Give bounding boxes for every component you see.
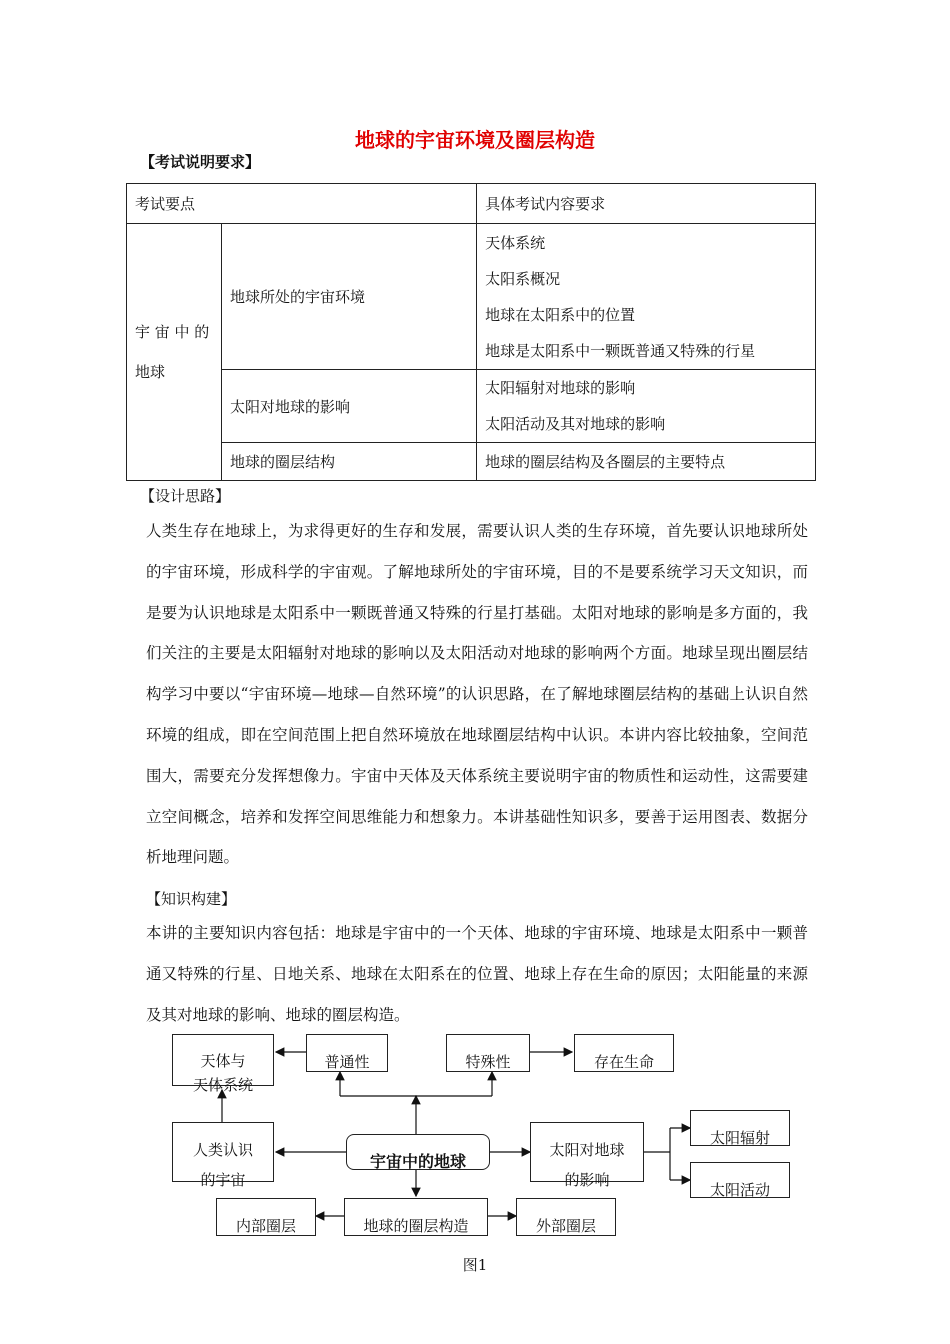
box-special: 特殊性 <box>446 1034 530 1072</box>
box-center: 宇宙中的地球 <box>346 1134 490 1170</box>
box-celestial-line2: 天体系统 <box>192 1076 253 1094</box>
box-life: 存在生命 <box>574 1034 674 1072</box>
content-line: 太阳辐射对地球的影响 <box>485 379 636 397</box>
box-celestial-line1: 天体与 <box>200 1052 246 1070</box>
section-knowledge: 【知识构建】 <box>146 890 237 908</box>
box-sun-influence <box>530 1122 644 1189</box>
box-inner: 内部圈层 <box>216 1198 316 1236</box>
point-cell: 地球所处的宇宙环境 <box>222 224 477 370</box>
box-activity: 太阳活动 <box>690 1162 790 1198</box>
box-ordinary: 普通性 <box>306 1034 388 1072</box>
point-cell: 地球的圈层结构 <box>222 443 477 481</box>
point-cell: 太阳对地球的影响 <box>222 370 477 443</box>
knowledge-paragraph: 本讲的主要知识内容包括：地球是宇宙中的一个天体、地球的宇宙环境、地球是太阳系中一颗普通又特殊的行星、日地关系、地球在太阳系在的位置、地球上存在生命的原因；太阳能量的来源及其对地球的影响、地球的圈层构造。 <box>146 924 808 1024</box>
box-radiation: 太阳辐射 <box>690 1110 790 1146</box>
figure-caption: 图1 <box>462 1256 488 1274</box>
box-sun-line2: 的影响 <box>564 1171 610 1189</box>
header-left: 考试要点 <box>127 184 477 224</box>
section-design-ideas: 【设计思路】 <box>140 487 231 505</box>
box-sun-line1: 太阳对地球 <box>549 1141 625 1159</box>
content-line: 地球是太阳系中一颗既普通又特殊的行星 <box>485 341 756 360</box>
design-paragraph: 人类生存在地球上，为求得更好的生存和发展，需要认识人类的生存环境，首先要认识地球所处的宇宙环境，形成科学的宇宙观。了解地球所处的宇宙环境，目的不是要系统学习天文知识，而是要为认识地球是太阳系中一颗既普通又特殊的行星打基础。太阳对地球的影响是多方面的，我们关注的主要是太阳辐射对地球的影响以及太阳活动对地球的影响两个方面。地球呈现出圈层结构学习中要以“宇宙环境—地球—自然环境”的认识思路，在了解地球圈层结构的基础上认识自然环境的组成，即在空间范围上把自然环境放在地球圈层结构中认识。本讲内容比较抽象，空间范围大，需要充分发挥想像力。宇宙中天体及天体系统主要说明宇宙的物质性和运动性，这需要建立空间概念，培养和发挥空间思维能力和想象力。本讲基础性知识多，要善于运用图表、数据分析地理问题。 <box>146 522 808 867</box>
header-right: 具体考试内容要求 <box>477 184 816 224</box>
box-celestial <box>172 1034 274 1094</box>
box-layers: 地球的圈层构造 <box>344 1198 488 1236</box>
content-line: 地球的圈层结构及各圈层的主要特点 <box>485 452 726 471</box>
topic-cell: 宇 宙 中 的 地球 <box>127 224 222 481</box>
content-line: 天体系统 <box>485 233 546 252</box>
box-human-line1: 人类认识 <box>192 1141 253 1159</box>
box-human <box>172 1122 274 1189</box>
box-human-line2: 的宇宙 <box>200 1171 246 1189</box>
box-outer: 外部圈层 <box>516 1198 616 1236</box>
section-exam-requirements: 【考试说明要求】 <box>140 153 261 171</box>
content-line: 地球在太阳系中的位置 <box>485 305 636 324</box>
content-line: 太阳活动及其对地球的影响 <box>485 415 666 433</box>
page-title: 地球的宇宙环境及圈层构造 <box>355 128 595 152</box>
content-line: 太阳系概况 <box>485 269 561 288</box>
